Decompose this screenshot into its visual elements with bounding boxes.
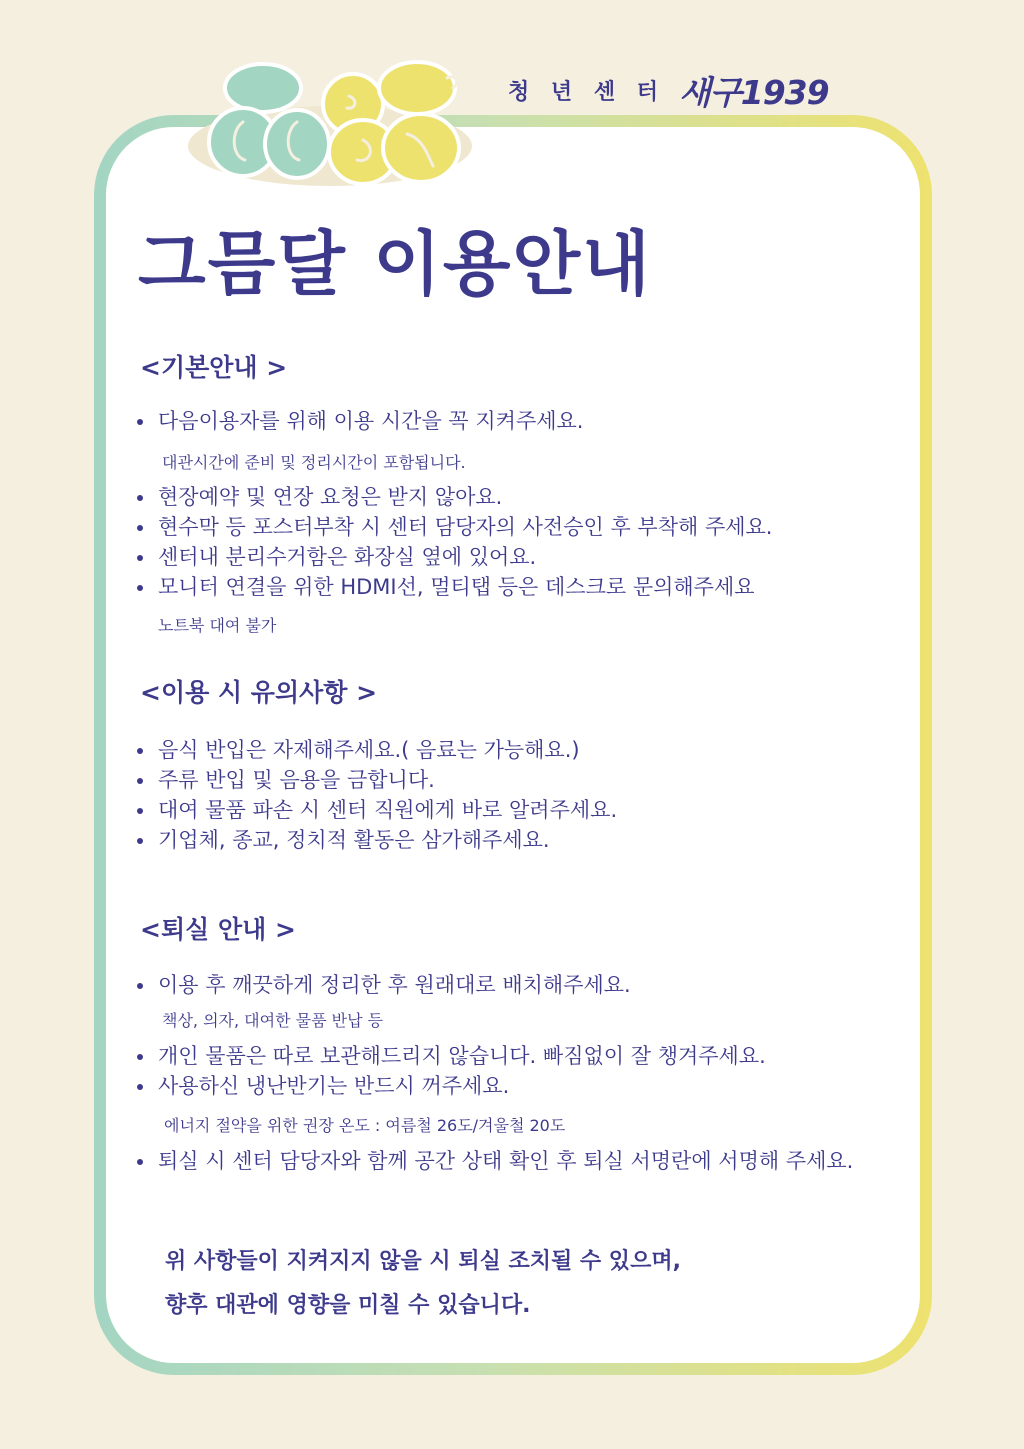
basic-list (134, 406, 583, 436)
page-title: 그믐달 이용안내 (138, 223, 652, 305)
list-item: 다음이용자를 위해 이용 시간을 꼭 지켜주세요. (134, 406, 583, 436)
brand-prefix: 청 년 센 터 (508, 79, 665, 105)
list-item: 개인 물품은 따로 보관해드리지 않습니다. 빠짐없이 잘 챙겨주세요. (134, 1041, 766, 1071)
warning-line: 위 사항들이 지켜지지 않을 시 퇴실 조치될 수 있으며, (165, 1249, 681, 1274)
checkout-list-final (134, 1146, 853, 1176)
list-note: 노트북 대여 불가 (158, 616, 277, 635)
warning-line: 향후 대관에 영향을 미칠 수 있습니다. (165, 1293, 531, 1318)
section-heading-caution: <이용 시 유의사항 > (140, 678, 378, 707)
list-item: 퇴실 시 센터 담당자와 함께 공간 상태 확인 후 퇴실 서명란에 서명해 주세요. (134, 1146, 853, 1176)
list-note: 책상, 의자, 대여한 물품 반납 등 (162, 1011, 384, 1030)
brand-logotype: 새구1939 (679, 72, 829, 112)
list-note: 에너지 절약을 위한 권장 온도 : 여름철 26도/겨울철 20도 (164, 1116, 566, 1135)
basic-list-continued (134, 482, 772, 602)
list-item: 기업체, 종교, 정치적 활동은 삼가해주세요. (134, 825, 617, 855)
list-note: 대관시간에 준비 및 정리시간이 포함됩니다. (162, 453, 466, 472)
list-item: 현장예약 및 연장 요청은 받지 않아요. (134, 482, 772, 512)
list-item: 대여 물품 파손 시 센터 직원에게 바로 알려주세요. (134, 795, 617, 825)
list-item: 음식 반입은 자제해주세요.( 음료는 가능해요.) (134, 735, 617, 765)
list-item: 센터내 분리수거함은 화장실 옆에 있어요. (134, 542, 772, 572)
list-item: 모니터 연결을 위한 HDMI선, 멀티탭 등은 데스크로 문의해주세요 (134, 572, 772, 602)
section-heading-basic: <기본안내 > (140, 353, 288, 382)
warning-notice (165, 1240, 681, 1328)
list-item: 사용하신 냉난반기는 반드시 꺼주세요. (134, 1071, 766, 1101)
checkout-list (134, 970, 631, 1000)
list-item: 주류 반입 및 음용을 금합니다. (134, 765, 617, 795)
section-heading-checkout: <퇴실 안내 > (140, 915, 296, 944)
list-item: 이용 후 깨끗하게 정리한 후 원래대로 배치해주세요. (134, 970, 631, 1000)
list-item: 현수막 등 포스터부착 시 센터 담당자의 사전승인 후 부착해 주세요. (134, 512, 772, 542)
center-brand (508, 66, 829, 114)
checkout-list-continued (134, 1041, 766, 1101)
moon-logo-icon (185, 48, 475, 190)
caution-list (134, 735, 617, 855)
